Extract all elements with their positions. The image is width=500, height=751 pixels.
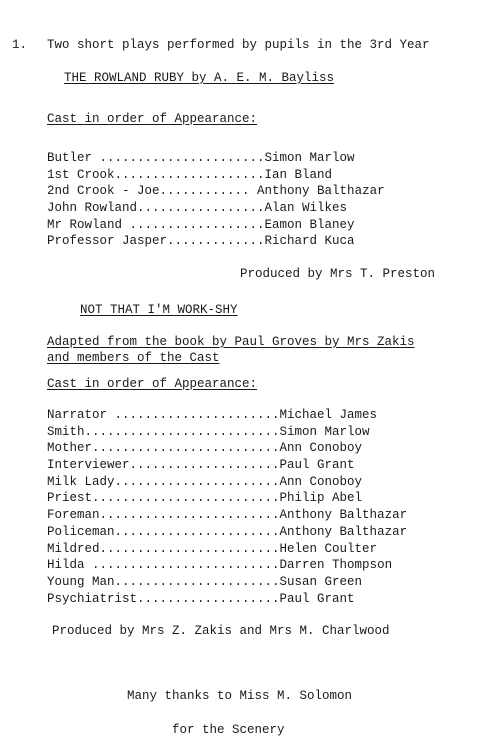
cast-actor: Ann Conoboy xyxy=(279,441,363,456)
cast-role: Foreman........................ xyxy=(47,508,280,523)
cast-actor: Alan Wilkes xyxy=(264,201,348,216)
cast-actor: Michael James xyxy=(279,408,378,422)
cast-actor: Ian Bland xyxy=(264,167,333,182)
cast-row xyxy=(47,150,385,167)
cast-role: Professor Jasper............. xyxy=(47,234,265,249)
cast-row xyxy=(47,217,385,234)
cast-role: Psychiatrist................... xyxy=(47,591,280,606)
play1-cast-list xyxy=(47,150,385,250)
cast-actor: Anthony Balthazar xyxy=(257,184,385,199)
cast-role: 2nd Crook - Joe............ xyxy=(47,184,258,199)
cast-role: Interviewer.................... xyxy=(47,458,280,473)
play1-produced-by: Produced by Mrs T. Preston xyxy=(240,267,436,281)
cast-actor: Darren Thompson xyxy=(279,558,393,573)
cast-role: Mr Rowland .................. xyxy=(47,217,265,232)
cast-row xyxy=(47,457,407,474)
cast-actor: Susan Green xyxy=(279,574,363,589)
cast-role: Smith.......................... xyxy=(47,424,280,439)
cast-role: Milk Lady...................... xyxy=(47,474,280,489)
cast-role: Butler ...................... xyxy=(47,151,265,165)
play1-cast-heading: Cast in order of Appearance: xyxy=(47,112,258,126)
cast-actor: Paul Grant xyxy=(279,591,355,606)
cast-row xyxy=(47,440,407,457)
thanks-line1: Many thanks to Miss M. Solomon xyxy=(127,689,353,703)
cast-row xyxy=(47,233,385,250)
play2-title: NOT THAT I'M WORK-SHY xyxy=(80,303,238,317)
thanks-line2: for the Scenery xyxy=(172,723,285,737)
cast-role: Hilda ......................... xyxy=(47,558,280,573)
cast-row xyxy=(47,407,407,424)
cast-actor: Richard Kuca xyxy=(264,234,355,249)
cast-role: Policeman...................... xyxy=(47,524,280,539)
play1-title: THE ROWLAND RUBY by A. E. M. Bayliss xyxy=(64,71,335,85)
play2-adapted-line2: and members of the Cast xyxy=(47,351,220,365)
cast-role: Narrator ...................... xyxy=(47,408,280,422)
cast-row xyxy=(47,200,385,217)
cast-row xyxy=(47,524,407,541)
cast-role: Young Man...................... xyxy=(47,574,280,589)
cast-row xyxy=(47,490,407,507)
item-number: 1. xyxy=(12,38,28,52)
cast-row xyxy=(47,167,385,184)
cast-actor: Ann Conoboy xyxy=(279,474,363,489)
cast-row xyxy=(47,591,407,608)
play2-cast-heading: Cast in order of Appearance: xyxy=(47,377,258,391)
cast-actor: Helen Coulter xyxy=(279,541,378,556)
cast-actor: Philip Abel xyxy=(279,491,363,506)
cast-role: Priest......................... xyxy=(47,491,280,506)
cast-row xyxy=(47,557,407,574)
cast-row xyxy=(47,507,407,524)
play2-adapted-line1: Adapted from the book by Paul Groves by Mrs Zakis xyxy=(47,335,415,349)
play2-produced-by: Produced by Mrs Z. Zakis and Mrs M. Charlwood xyxy=(52,624,390,638)
cast-row xyxy=(47,574,407,591)
cast-row xyxy=(47,474,407,491)
cast-role: Mother......................... xyxy=(47,441,280,456)
cast-row xyxy=(47,541,407,558)
cast-role: John Rowland................. xyxy=(47,201,265,216)
cast-actor: Eamon Blaney xyxy=(264,217,355,232)
intro-text: Two short plays performed by pupils in the 3rd Year xyxy=(47,38,430,52)
cast-actor: Paul Grant xyxy=(279,458,355,473)
cast-row xyxy=(47,183,385,200)
cast-actor: Anthony Balthazar xyxy=(279,508,408,523)
cast-role: 1st Crook.................... xyxy=(47,167,265,182)
play2-cast-list xyxy=(47,407,407,607)
cast-actor: Simon Marlow xyxy=(264,151,355,165)
cast-role: Mildred........................ xyxy=(47,541,280,556)
cast-row xyxy=(47,424,407,441)
cast-actor: Simon Marlow xyxy=(279,424,370,439)
cast-actor: Anthony Balthazar xyxy=(279,524,408,539)
